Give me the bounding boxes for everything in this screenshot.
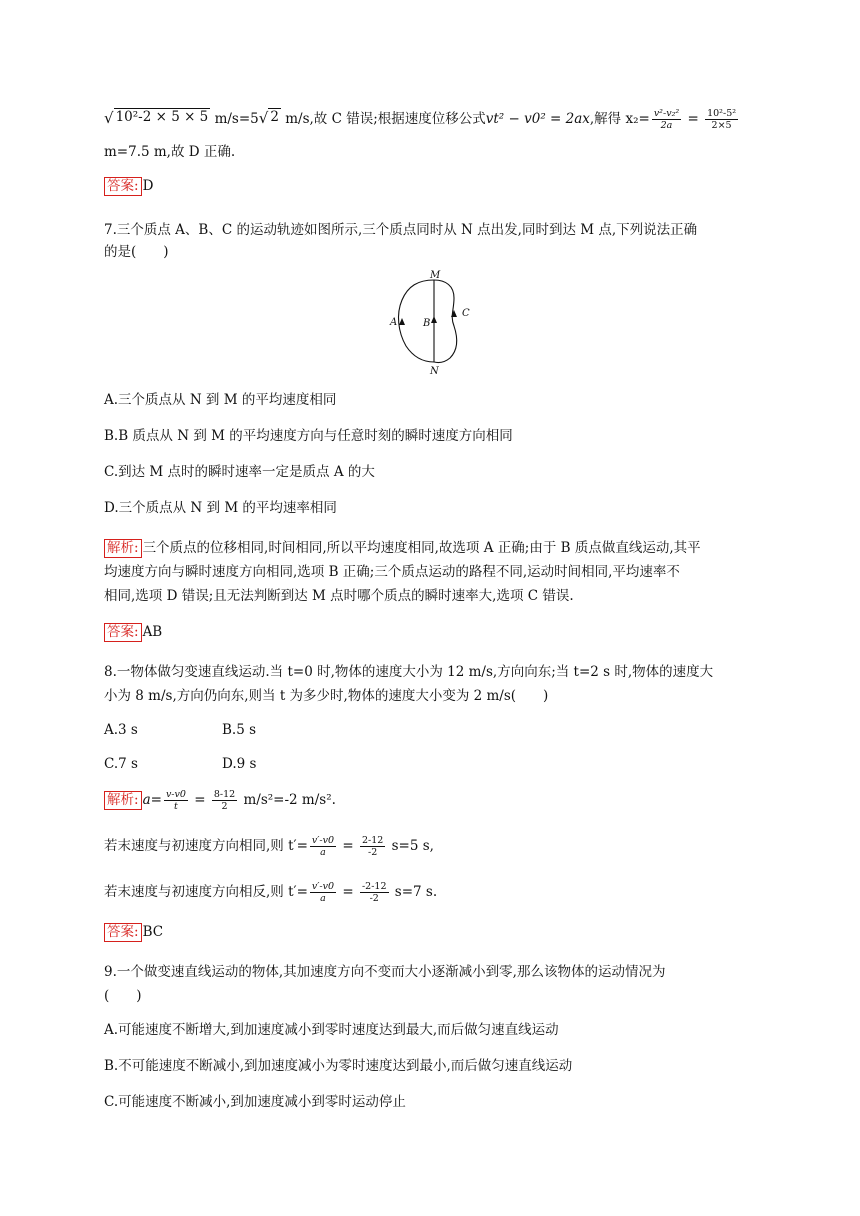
velocity-displacement-formula: vt² − v0² = 2ax bbox=[485, 111, 590, 127]
path-c bbox=[434, 280, 457, 363]
q8-option-c: C.7 s bbox=[104, 756, 138, 772]
arrow-a bbox=[399, 318, 405, 325]
label-c: C bbox=[462, 308, 470, 319]
fraction: $\frac{-2-12}{-2}$ bbox=[361, 881, 387, 904]
q7-option-a: A.三个质点从 N 到 M 的平均速度相同 bbox=[104, 392, 337, 408]
sqrt-two: √ 2 bbox=[259, 106, 281, 130]
fraction: $\frac{\text{10²-5²}}{2\times 5}$ bbox=[707, 108, 737, 131]
q8-answer: 答案: BC bbox=[104, 920, 754, 944]
previous-solution-line2: m=7.5 m,故 D 正确. bbox=[104, 144, 236, 160]
analysis-label: 解析: bbox=[104, 539, 142, 558]
q7-stem-line2: 的是( ) bbox=[104, 244, 169, 260]
fraction: $\frac{2-12}{-2}$ bbox=[361, 835, 384, 858]
q9-stem-line1: 9.一个做变速直线运动的物体,其加速度方向不变而大小逐渐减小到零,那么该物体的运动情况为 bbox=[104, 964, 666, 980]
q7-option-d: D.三个质点从 N 到 M 的平均速率相同 bbox=[104, 500, 337, 516]
q7-analysis-line1: 解析: 三个质点的位移相同,时间相同,所以平均速度相同,故选项 A 正确;由于 B 质点做直线运动,其平 bbox=[104, 536, 754, 560]
arrow-c bbox=[451, 310, 457, 317]
fraction: $\frac{v'-v0}{a}$ bbox=[311, 835, 335, 858]
analysis-label: 解析: bbox=[104, 791, 142, 810]
q8-analysis-case2: 若末速度与初速度方向相反,则 t′= $\frac{v'-v0}{a}$ = $\frac{-2-12}{-2}$ s=7 s. bbox=[104, 881, 438, 904]
sqrt-expression: √ 10²-2 × 5 × 5 bbox=[104, 106, 210, 130]
fraction: $\frac{8-12}{2}$ bbox=[213, 789, 236, 812]
q8-option-a: A.3 s bbox=[104, 722, 138, 738]
q9-option-c: C.可能速度不断减小,到加速度减小到零时运动停止 bbox=[104, 1094, 406, 1110]
q8-stem-line1: 8.一物体做匀变速直线运动.当 t=0 时,物体的速度大小为 12 m/s,方向向东;当 t=2 s 时,物体的速度大 bbox=[104, 664, 714, 680]
q9-option-a: A.可能速度不断增大,到加速度减小到零时速度达到最大,而后做匀速直线运动 bbox=[104, 1022, 559, 1038]
q8-option-b: B.5 s bbox=[222, 722, 257, 738]
q7-analysis-line2: 均速度方向与瞬时速度方向相同,选项 B 正确;三个质点运动的路程不同,运动时间相同,平均速率不 bbox=[104, 564, 680, 580]
trajectory-figure bbox=[388, 268, 480, 378]
label-a: A bbox=[390, 317, 398, 328]
q8-option-d: D.9 s bbox=[222, 756, 257, 772]
label-b: B bbox=[423, 318, 431, 329]
fraction: $\frac{v-v0}{t}$ bbox=[165, 789, 186, 812]
answer-label: 答案: bbox=[104, 923, 142, 942]
label-n: N bbox=[430, 366, 439, 377]
fraction: $\frac{v'-v0}{a}$ bbox=[311, 881, 335, 904]
q7-analysis bbox=[104, 536, 754, 608]
q7-option-c: C.到达 M 点时的瞬时速率一定是质点 A 的大 bbox=[104, 464, 375, 480]
label-m: M bbox=[430, 270, 441, 281]
q9-stem-line2: ( ) bbox=[104, 988, 142, 1004]
answer-label: 答案: bbox=[104, 177, 142, 196]
q8-analysis-line1: 解析: a= $\frac{v-v0}{t}$ = $\frac{8-12}{2}$ m/s²=-2 m/s². bbox=[104, 788, 754, 812]
q7-analysis-line3: 相同,选项 D 错误;且无法判断到达 M 点时哪个质点的瞬时速率大,选项 C 错误. bbox=[104, 588, 574, 604]
q8-stem-line2: 小为 8 m/s,方向仍向东,则当 t 为多少时,物体的速度大小变为 2 m/s( ) bbox=[104, 688, 549, 704]
q7-stem-line1: 7.三个质点 A、B、C 的运动轨迹如图所示,三个质点同时从 N 点出发,同时到达 M 点,下列说法正确 bbox=[104, 222, 698, 238]
q7-option-b: B.B 质点从 N 到 M 的平均速度方向与任意时刻的瞬时速度方向相同 bbox=[104, 428, 513, 444]
previous-solution-line1: √ 10²-2 × 5 × 5 m/s=5 √ 2 m/s,故 C 错误;根据速度位移公式vt² − v0² = 2ax,解得 x₂= $\frac{\text{v²-v₂²}}{2a}$ = $\frac{\text{10²-5²}}{2\times 5}$ bbox=[104, 108, 737, 131]
fraction: $\frac{\text{v²-v₂²}}{2a}$ bbox=[653, 108, 680, 131]
answer-label: 答案: bbox=[104, 623, 142, 642]
q9-option-b: B.不可能速度不断减小,到加速度减小为零时速度达到最小,而后做匀速直线运动 bbox=[104, 1058, 573, 1074]
q7-answer: 答案: AB bbox=[104, 620, 754, 644]
q8-analysis-case1: 若末速度与初速度方向相同,则 t′= $\frac{v'-v0}{a}$ = $\frac{2-12}{-2}$ s=5 s, bbox=[104, 835, 434, 858]
arrow-b bbox=[431, 316, 437, 323]
previous-answer: 答案: D bbox=[104, 174, 754, 198]
